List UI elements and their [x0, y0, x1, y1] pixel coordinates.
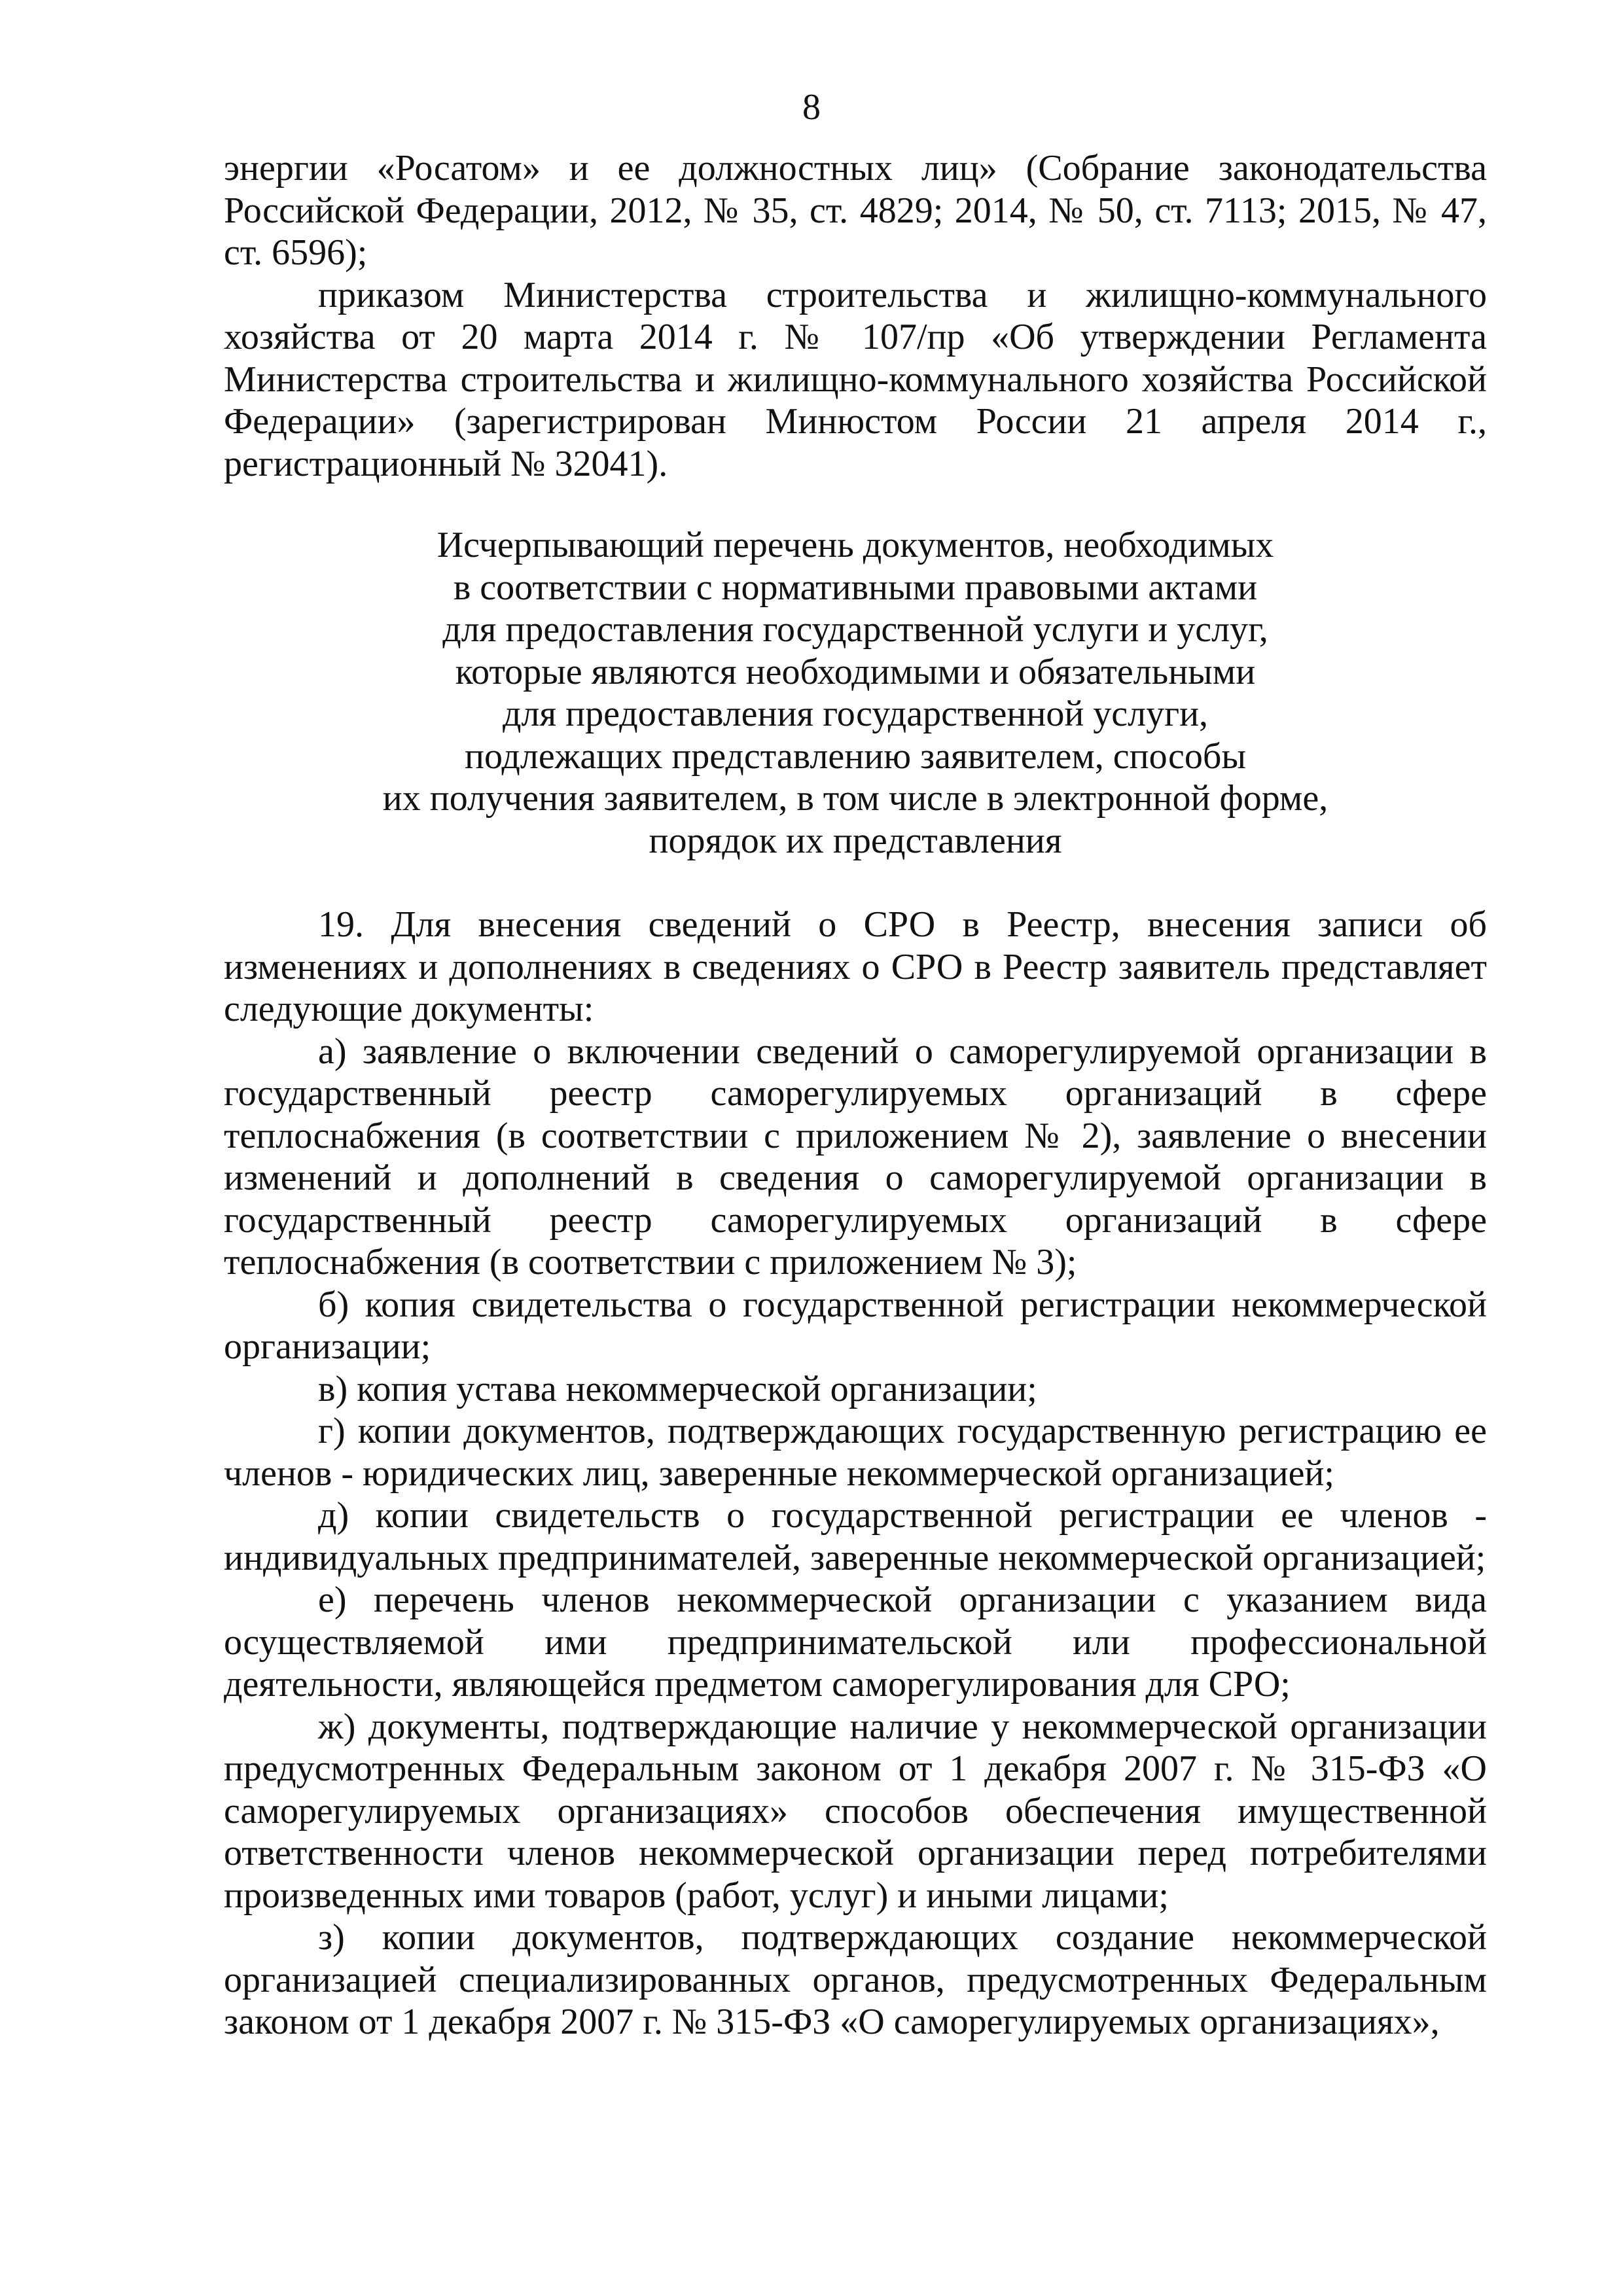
heading-line: которые являются необходимыми и обязательными — [455, 651, 1256, 692]
paragraph-19: 19. Для внесения сведений о СРО в Реестр, внесения записи об изменениях и дополнениях в сведениях о СРО в Реестр заявитель представляет следующие документы: — [224, 904, 1487, 1029]
list-item-z: з) копии документов, подтверждающих создание некоммерческой организацией специализированных органов, предусмотренных Федеральным законом от 1 декабря 2007 г. № 315-ФЗ «О саморегулируемых организациях», — [224, 1917, 1487, 2042]
section-heading — [224, 524, 1487, 862]
page-number: 8 — [802, 87, 821, 128]
list-item-e: е) перечень членов некоммерческой организации с указанием вида осуществляемой ими предпринимательской или профессиональной деятельности, являющейся предметом саморегулирования для СРО; — [224, 1580, 1487, 1704]
list-item-v: в) копия устава некоммерческой организации; — [318, 1368, 1037, 1409]
heading-line: Исчерпывающий перечень документов, необходимых — [437, 525, 1274, 565]
document-body — [224, 147, 1487, 2043]
list-item-g: г) копии документов, подтверждающих государственную регистрацию ее членов - юридических лиц, заверенные некоммерческой организацией; — [224, 1411, 1487, 1494]
heading-line: в соответствии с нормативными правовыми актами — [453, 567, 1258, 608]
list-item-d: д) копии свидетельств о государственной регистрации ее членов - индивидуальных предпринимателей, заверенные некоммерческой организацией; — [224, 1495, 1487, 1578]
list-item-zh: ж) документы, подтверждающие наличие у некоммерческой организации предусмотренных Федеральным законом от 1 декабря 2007 г. № 315-ФЗ «О саморегулируемых организациях» способов обеспечения имущественной ответственности членов некоммерческой организации перед потребителями произведенных ими товаров (работ, услуг) и иными лицами; — [224, 1706, 1487, 1916]
list-item-b: б) копия свидетельства о государственной регистрации некоммерческой организации; — [224, 1284, 1487, 1367]
paragraph-continuation: энергии «Росатом» и ее должностных лиц» (Собрание законодательства Российской Федерации, 2012, № 35, ст. 4829; 2014, № 50, ст. 7113; 2015, № 47, ст. 6596); — [224, 148, 1487, 273]
heading-line: подлежащих представлению заявителем, способы — [465, 735, 1246, 777]
heading-line: их получения заявителем, в том числе в электронной форме, — [382, 778, 1329, 819]
heading-line: для предоставления государственной услуги и услуг, — [442, 609, 1268, 650]
heading-line: для предоставления государственной услуги, — [502, 694, 1209, 734]
paragraph-order-reference: приказом Министерства строительства и жилищно-коммунального хозяйства от 20 марта 2014 г. № 107/пр «Об утверждении Регламента Министерства строительства и жилищно-коммунального хозяйства Российской Федерации» (зарегистрирован Минюстом России 21 апреля 2014 г., регистрационный № 32041). — [224, 274, 1487, 484]
list-item-a: а) заявление о включении сведений о саморегулируемой организации в государственный реестр саморегулируемых организаций в сфере теплоснабжения (в соответствии с приложением № 2), заявление о внесении изменений и дополнений в сведения о саморегулируемой организации в государственный реестр саморегулируемых организаций в сфере теплоснабжения (в соответствии с приложением № 3); — [224, 1031, 1487, 1282]
heading-line: порядок их представления — [649, 820, 1062, 861]
